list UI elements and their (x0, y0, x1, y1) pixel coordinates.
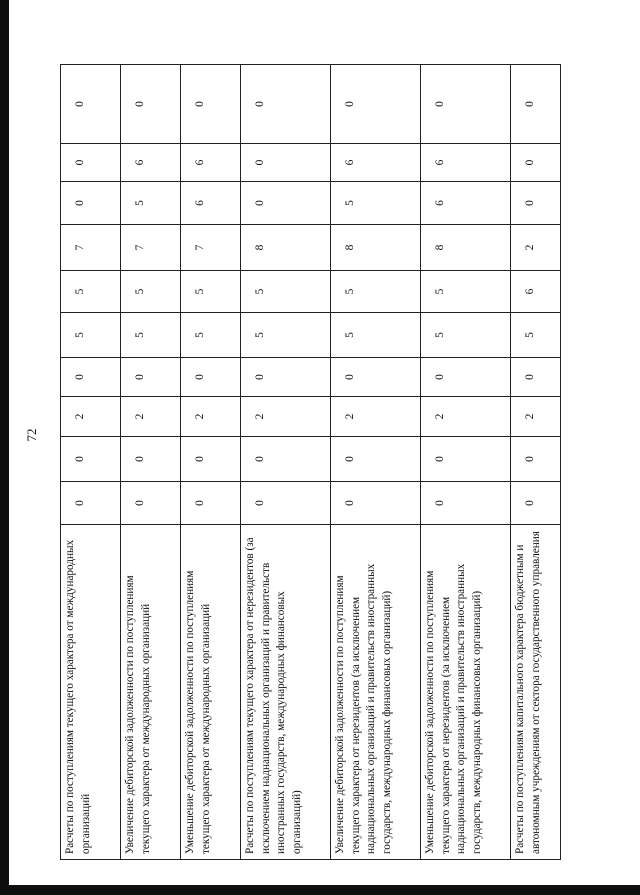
code-digit-cell: 0 (331, 482, 421, 525)
code-digit-cell: 0 (181, 65, 241, 144)
code-digit-cell: 7 (121, 225, 181, 271)
code-digit-cell: 0 (331, 437, 421, 482)
code-digit-cell: 2 (421, 397, 511, 437)
code-digit-cell: 0 (331, 65, 421, 144)
code-digit-cell: 0 (511, 358, 561, 397)
code-digit-cell: 5 (331, 271, 421, 313)
code-digit-cell: 0 (421, 65, 511, 144)
row-label: Увеличение дебиторской задолженности по поступлениям текущего характера от нерезидентов (за исключением наднациональных организаций и правительств иностранных государств, международных финансовых организаций) (331, 525, 421, 860)
code-digit-cell: 0 (511, 437, 561, 482)
code-digit-cell: 5 (121, 271, 181, 313)
code-digit-cell: 0 (241, 65, 331, 144)
code-digit-cell: 2 (61, 397, 121, 437)
code-digit-cell: 2 (121, 397, 181, 437)
code-digit-cell: 5 (331, 313, 421, 358)
table-row (421, 65, 511, 860)
code-digit-cell: 8 (331, 225, 421, 271)
code-digit-cell: 0 (511, 182, 561, 225)
code-digit-cell: 5 (121, 313, 181, 358)
code-digit-cell: 0 (121, 482, 181, 525)
code-digit-cell: 5 (181, 313, 241, 358)
code-digit-cell: 0 (61, 358, 121, 397)
code-digit-cell: 5 (61, 271, 121, 313)
code-digit-cell: 8 (421, 225, 511, 271)
code-digit-cell: 0 (241, 482, 331, 525)
code-digit-cell: 0 (511, 65, 561, 144)
code-digit-cell: 0 (241, 182, 331, 225)
row-label: Расчеты по поступлениям текущего характера от нерезидентов (за исключением наднациональных организаций и правительств иностранных государств, международных финансовых организаций) (241, 525, 331, 860)
code-digit-cell: 5 (241, 271, 331, 313)
code-digit-cell: 2 (511, 225, 561, 271)
accounts-table (60, 64, 561, 860)
code-digit-cell: 0 (181, 358, 241, 397)
code-digit-cell: 0 (511, 144, 561, 182)
code-digit-cell: 5 (181, 271, 241, 313)
code-digit-cell: 0 (241, 437, 331, 482)
table-row (241, 65, 331, 860)
code-digit-cell: 0 (61, 144, 121, 182)
code-digit-cell: 0 (331, 358, 421, 397)
code-digit-cell: 5 (121, 182, 181, 225)
code-digit-cell: 5 (61, 313, 121, 358)
code-digit-cell: 8 (241, 225, 331, 271)
row-label: Увеличение дебиторской задолженности по поступлениям текущего характера от международных организаций (121, 525, 181, 860)
code-digit-cell: 0 (181, 437, 241, 482)
code-digit-cell: 0 (121, 65, 181, 144)
code-digit-cell: 6 (421, 182, 511, 225)
code-digit-cell: 0 (181, 482, 241, 525)
code-digit-cell: 0 (421, 437, 511, 482)
code-digit-cell: 0 (241, 144, 331, 182)
code-digit-cell: 2 (181, 397, 241, 437)
table-row (121, 65, 181, 860)
code-digit-cell: 7 (181, 225, 241, 271)
code-digit-cell: 0 (61, 182, 121, 225)
code-digit-cell: 0 (61, 65, 121, 144)
code-digit-cell: 6 (331, 144, 421, 182)
table-row (331, 65, 421, 860)
code-digit-cell: 0 (511, 482, 561, 525)
code-digit-cell: 6 (511, 271, 561, 313)
code-digit-cell: 6 (181, 144, 241, 182)
code-digit-cell: 5 (241, 313, 331, 358)
table-row (61, 65, 121, 860)
code-digit-cell: 6 (121, 144, 181, 182)
code-digit-cell: 0 (121, 358, 181, 397)
code-digit-cell: 2 (331, 397, 421, 437)
code-digit-cell: 5 (421, 271, 511, 313)
code-digit-cell: 7 (61, 225, 121, 271)
code-digit-cell: 5 (421, 313, 511, 358)
row-label: Расчеты по поступлениям капитального характера бюджетным и автономным учреждениям от сектора государственного управления (511, 525, 561, 860)
code-digit-cell: 0 (421, 358, 511, 397)
row-label: Уменьшение дебиторской задолженности по поступлениям текущего характера от международных организаций (181, 525, 241, 860)
code-digit-cell: 6 (181, 182, 241, 225)
row-label: Расчеты по поступлениям текущего характера от международных организаций (61, 525, 121, 860)
code-digit-cell: 5 (511, 313, 561, 358)
code-digit-cell: 0 (61, 482, 121, 525)
scan-edge-bottom (0, 885, 640, 895)
table-body (61, 65, 561, 860)
code-digit-cell: 2 (241, 397, 331, 437)
page-number: 72 (24, 428, 39, 442)
code-digit-cell: 0 (121, 437, 181, 482)
code-digit-cell: 5 (331, 182, 421, 225)
code-digit-cell: 0 (241, 358, 331, 397)
row-label: Уменьшение дебиторской задолженности по поступлениям текущего характера от нерезидентов (за исключением наднациональных организаций и правительств иностранных государств, международных финансовых организаций) (421, 525, 511, 860)
table-row (511, 65, 561, 860)
code-digit-cell: 0 (61, 437, 121, 482)
code-digit-cell: 2 (511, 397, 561, 437)
table-row (181, 65, 241, 860)
rotated-table-container (60, 65, 560, 860)
code-digit-cell: 6 (421, 144, 511, 182)
scan-edge-left (0, 0, 9, 895)
code-digit-cell: 0 (421, 482, 511, 525)
